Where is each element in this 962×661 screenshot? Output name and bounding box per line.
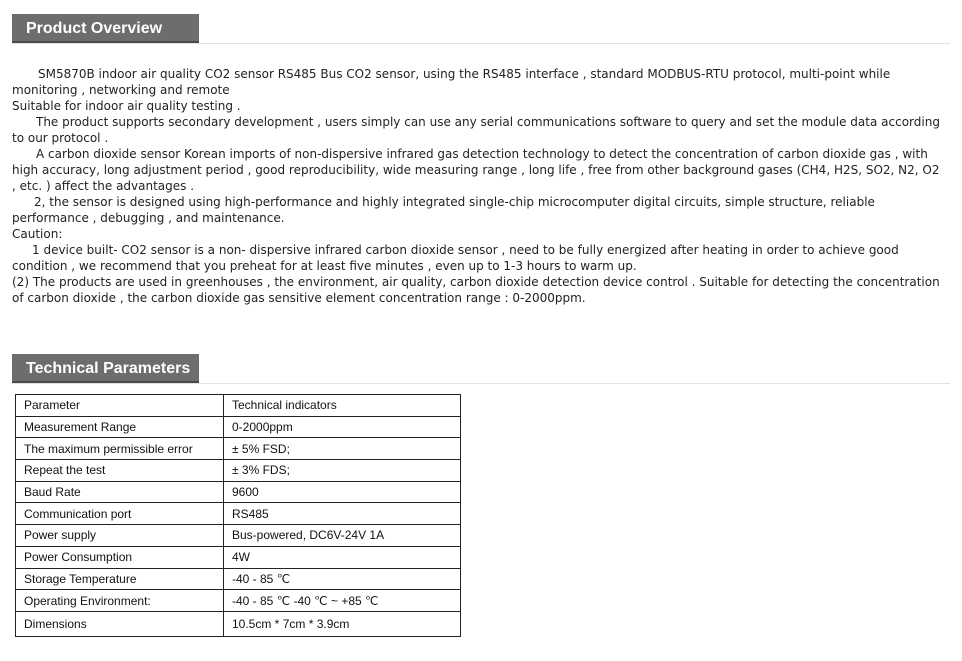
- table-cell-value: Bus-powered, DC6V-24V 1A: [224, 525, 461, 547]
- table-row-header: [16, 395, 461, 417]
- table-cell-value: -40 - 85 ℃: [224, 568, 461, 590]
- table-row: [16, 568, 461, 590]
- table-cell-parameter: Dimensions: [16, 611, 224, 636]
- table-cell-value: -40 - 85 ℃ -40 ℃ ~ +85 ℃: [224, 590, 461, 612]
- table-row: [16, 590, 461, 612]
- table-cell-value: 9600: [224, 481, 461, 503]
- table-cell-parameter: Power supply: [16, 525, 224, 547]
- table-cell-parameter: The maximum permissible error: [16, 438, 224, 460]
- table-cell-parameter: Storage Temperature: [16, 568, 224, 590]
- table-row: [16, 611, 461, 636]
- parameters-heading-rule: [12, 383, 950, 384]
- technical-parameters-heading: Technical Parameters: [12, 354, 199, 383]
- product-overview-text: [12, 66, 946, 306]
- overview-paragraph-design: 2, the sensor is designed using high-performance and highly integrated single-chip microcomputer digital circuits, simple structure, reliable performance , debugging , and maintenance.: [12, 195, 875, 225]
- overview-caution-label: Caution:: [12, 227, 63, 241]
- overview-paragraph-intro: SM5870B indoor air quality CO2 sensor RS485 Bus CO2 sensor, using the RS485 interface , standard MODBUS-RTU protocol, multi-point while monitoring , networking and remote: [12, 67, 891, 97]
- table-cell-parameter: Power Consumption: [16, 546, 224, 568]
- table-cell-parameter: Repeat the test: [16, 460, 224, 482]
- overview-paragraph-suitable: Suitable for indoor air quality testing .: [12, 99, 241, 113]
- table-header-parameter: Parameter: [16, 395, 224, 417]
- table-cell-value: 4W: [224, 546, 461, 568]
- table-cell-parameter: Communication port: [16, 503, 224, 525]
- table-row: [16, 481, 461, 503]
- table-row: [16, 438, 461, 460]
- technical-parameters-table: [15, 394, 461, 637]
- overview-caution-item-2: (2) The products are used in greenhouses , the environment, air quality, carbon dioxide detection device control . Suitable for detecting the concentration of carbon dioxide , the carbon dioxide gas sensitive element concentration range : 0-2000ppm.: [12, 275, 940, 305]
- table-row: [16, 546, 461, 568]
- product-overview-heading: Product Overview: [12, 14, 199, 43]
- table-cell-parameter: Measurement Range: [16, 416, 224, 438]
- overview-paragraph-development: The product supports secondary development , users simply can use any serial communications software to query and set the module data according to our protocol .: [12, 115, 940, 145]
- table-row: [16, 460, 461, 482]
- overview-paragraph-sensor-technology: A carbon dioxide sensor Korean imports of non-dispersive infrared gas detection technology to detect the concentration of carbon dioxide gas , with high accuracy, long adjustment period , good reproducibility, wide measuring range , long life , free from other background gases (CH4, H2S, SO2, N2, O2 , etc. ) affect the advantages .: [12, 147, 940, 193]
- table-cell-value: ± 3% FDS;: [224, 460, 461, 482]
- table-cell-value: 0-2000ppm: [224, 416, 461, 438]
- table-cell-parameter: Baud Rate: [16, 481, 224, 503]
- table-cell-value: RS485: [224, 503, 461, 525]
- table-cell-value: ± 5% FSD;: [224, 438, 461, 460]
- overview-heading-rule: [12, 43, 950, 44]
- table-header-indicators: Technical indicators: [224, 395, 461, 417]
- table-row: [16, 525, 461, 547]
- table-row: [16, 503, 461, 525]
- table-row: [16, 416, 461, 438]
- table-cell-parameter: Operating Environment:: [16, 590, 224, 612]
- table-cell-value: 10.5cm * 7cm * 3.9cm: [224, 611, 461, 636]
- overview-caution-item-1: 1 device built- CO2 sensor is a non- dispersive infrared carbon dioxide sensor , need to be fully energized after heating in order to achieve good condition , we recommend that you preheat for at least five minutes , even up to 1-3 hours to warm up.: [12, 243, 899, 273]
